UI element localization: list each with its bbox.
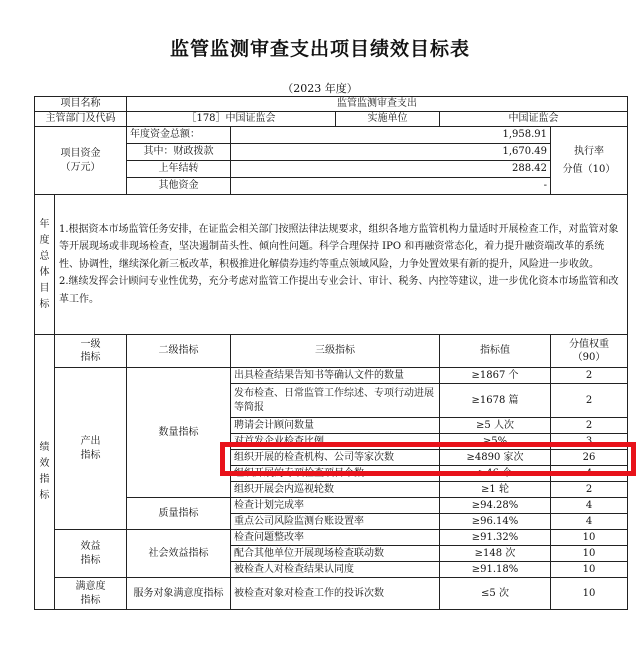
exec-rate-score: 执行率 分值（10）	[551, 127, 628, 195]
social-indicator-label: 社会效益指标	[127, 530, 231, 578]
indicator-value: ≥5%	[440, 434, 551, 450]
header-level2: 二级指标	[127, 335, 231, 368]
indicator-name: 聘请会计顾问数量	[231, 418, 440, 434]
indicator-name: 检查计划完成率	[231, 498, 440, 514]
indicator-weight: 3	[551, 434, 628, 450]
dept-value: ［178］中国证监会	[127, 112, 336, 127]
unit-value: 中国证监会	[440, 112, 628, 127]
indicator-name: 对首发企业检查比例	[231, 434, 440, 450]
indicator-value: ≥91.32%	[440, 530, 551, 546]
goal-item-2: 2.继续发挥会计顾问专业性优势，充分考虑对监管工作提出专业会计、审计、税务、内控等建议，进一步优化资本市场监管和改革工作。	[59, 276, 619, 305]
indicator-name: 组织开展的检查机构、公司等家次数	[231, 450, 440, 466]
goal-label: 年 度 总 体 目 标	[35, 195, 55, 335]
indicator-weight: 10	[551, 562, 628, 578]
total-funds-label: 年度资金总额：	[127, 127, 231, 144]
indicators-label: 绩 效 指 标	[35, 335, 55, 610]
project-name-label: 项目名称	[35, 97, 127, 112]
other-funds-label: 其他资金	[127, 178, 231, 195]
indicator-value: ≥5 人次	[440, 418, 551, 434]
indicator-weight: 4	[551, 466, 628, 482]
total-funds-value: 1,958.91	[231, 127, 551, 144]
indicator-name: 被检查对象对检查工作的投诉次数	[231, 578, 440, 610]
indicator-name: 发布检查、日常监管工作综述、专项行动进展等简报	[231, 384, 440, 418]
indicator-value: ≥148 次	[440, 546, 551, 562]
indicator-value: ≥96.14%	[440, 514, 551, 530]
project-name: 监管监测审查支出	[127, 97, 628, 112]
year-label: （2023 年度）	[282, 82, 358, 95]
goal-text	[55, 195, 628, 335]
indicator-value: ≥94.28%	[440, 498, 551, 514]
dept-label: 主管部门及代码	[35, 112, 127, 127]
indicator-weight: 2	[551, 418, 628, 434]
indicator-name: 被检查人对检查结果认同度	[231, 562, 440, 578]
output-indicator-label: 产出 指标	[55, 368, 127, 530]
service-indicator-label: 服务对象满意度指标	[127, 578, 231, 610]
benefit-indicator-label: 效益 指标	[55, 530, 127, 578]
indicator-name: 重点公司风险监测台账设置率	[231, 514, 440, 530]
indicator-weight: 2	[551, 368, 628, 384]
carry-funds-value: 288.42	[231, 161, 551, 178]
indicator-weight: 4	[551, 498, 628, 514]
indicator-weight: 4	[551, 514, 628, 530]
indicator-weight: 10	[551, 530, 628, 546]
header-level3: 三级指标	[231, 335, 440, 368]
indicator-name: 组织开展的专项检查项目个数	[231, 466, 440, 482]
indicator-value: ≥1867 个	[440, 368, 551, 384]
indicator-value: ≥1678 篇	[440, 384, 551, 418]
indicator-weight: 26	[551, 450, 628, 466]
carry-funds-label: 上年结转	[127, 161, 231, 178]
page-title: 监管监测审查支出项目绩效目标表	[169, 38, 470, 60]
header-value: 指标值	[440, 335, 551, 368]
fiscal-funds-value: 1,670.49	[231, 144, 551, 161]
indicator-name: 组织开展会内巡视轮数	[231, 482, 440, 498]
indicator-name: 检查问题整改率	[231, 530, 440, 546]
indicator-name: 出具检查结果告知书等确认文件的数量	[231, 368, 440, 384]
indicator-weight: 2	[551, 482, 628, 498]
other-funds-value: -	[231, 178, 551, 195]
indicator-value: ≥4890 家次	[440, 450, 551, 466]
indicator-value: ≤5 次	[440, 578, 551, 610]
indicator-weight: 10	[551, 546, 628, 562]
indicator-value: ≥1 轮	[440, 482, 551, 498]
quantity-indicator-label: 数量指标	[127, 368, 231, 498]
indicator-value: ≥46 个	[440, 466, 551, 482]
header-weight: 分值权重 （90）	[551, 335, 628, 368]
indicator-weight: 2	[551, 384, 628, 418]
indicator-value: ≥91.18%	[440, 562, 551, 578]
unit-label: 实施单位	[336, 112, 440, 127]
header-level1: 一级 指标	[55, 335, 127, 368]
satisfaction-indicator-label: 满意度 指标	[55, 578, 127, 610]
performance-table	[34, 96, 628, 610]
goal-item-1: 1.根据资本市场监管任务安排，在证监会相关部门按照法律法规要求，组织各地方监管机构力量适时开展检查工作，对监管对象等开展现场或非现场检查，坚决遏制苗头性、倾向性问题。科学合理保持 IPO 和再融资常态化，着力提升融资端改革的系统性、协调性，继续深化新三板改革，积极推进化解债券违约等重点领域风险，力争处置效果有新的提升，风险进一步收敛。	[59, 223, 619, 270]
highlight-box	[220, 442, 636, 476]
funds-label: 项目资金 （万元）	[35, 127, 127, 195]
indicator-weight: 10	[551, 578, 628, 610]
quality-indicator-label: 质量指标	[127, 498, 231, 530]
fiscal-funds-label: 其中：财政拨款	[127, 144, 231, 161]
indicator-name: 配合其他单位开展现场检查联动数	[231, 546, 440, 562]
